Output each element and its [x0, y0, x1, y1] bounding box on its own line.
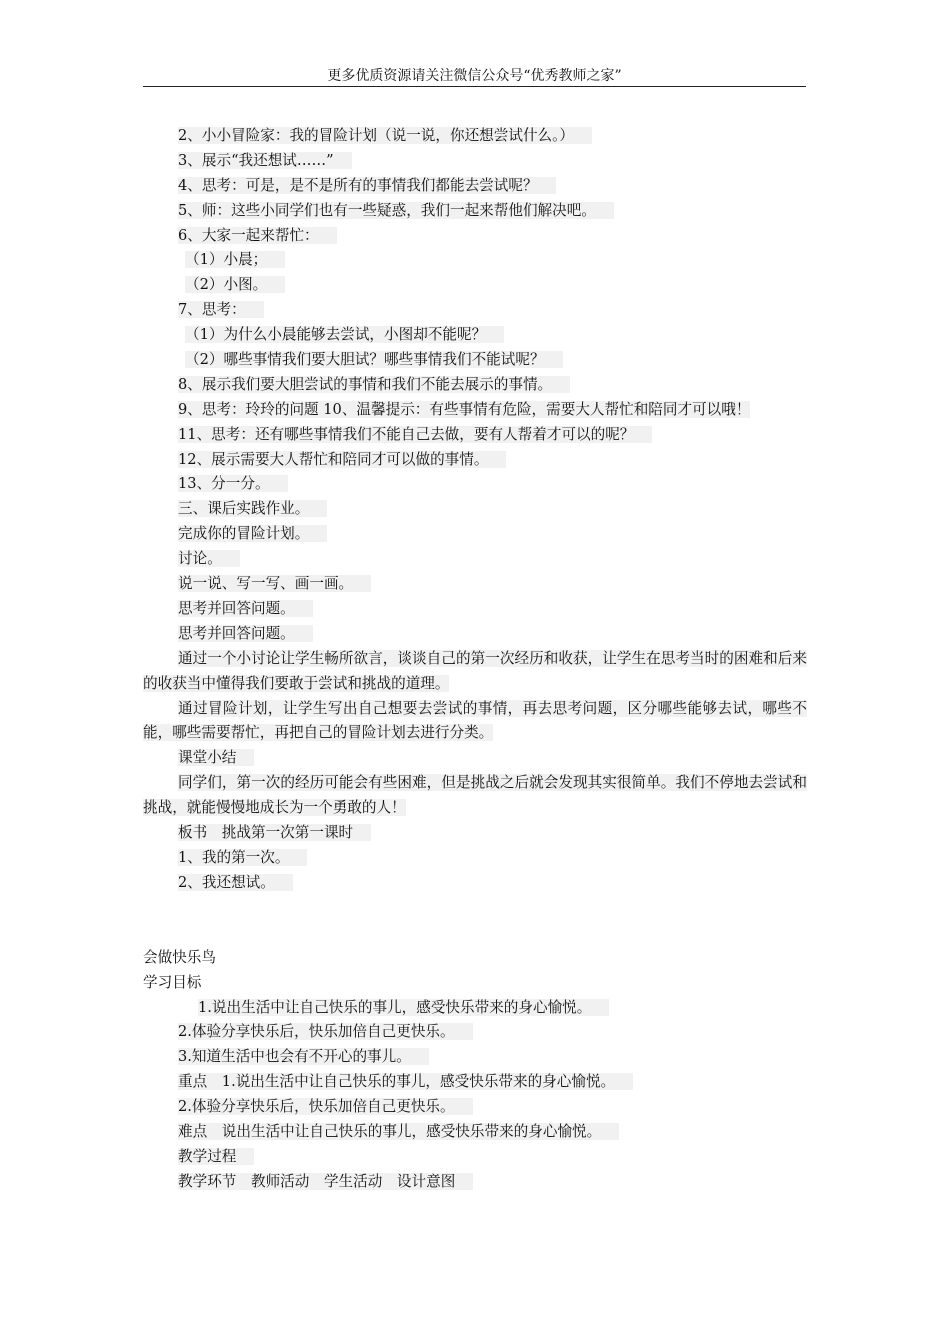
list-item-text: 完成你的冒险计划。 [178, 525, 327, 542]
document-body [143, 124, 807, 1195]
list-item-text: 7、思考： [178, 301, 264, 318]
list-item-text: 13、分一分。 [178, 475, 288, 492]
paragraph-discussion-intent [143, 647, 807, 697]
discussion-intent-text: 通过一个小讨论让学生畅所欲言，谈谈自己的第一次经历和收获，让学生在思考当时的困难和后来的收获当中懂得我们要敢于尝试和挑战的道理。 [143, 649, 807, 692]
list-item-text: 说一说、写一写、画一画。 [178, 575, 371, 592]
list-item [143, 597, 807, 622]
list-item-text: （2）小图。 [185, 276, 285, 293]
list-item [143, 472, 807, 497]
list-item-text: 教学环节 教师活动 学生活动 设计意图 [178, 1173, 473, 1190]
summary-title-text: 课堂小结 [178, 749, 254, 766]
summary-title [143, 746, 807, 771]
lesson-title [143, 946, 807, 971]
lesson-objectives-list [143, 996, 807, 1195]
list-item [143, 323, 807, 348]
list-item-text: 板书 挑战第一次第一课时 [178, 824, 371, 841]
list-item-text: 重点 1.说出生活中让自己快乐的事儿，感受快乐带来的身心愉悦。 [178, 1073, 633, 1090]
paragraph-step-9 [143, 398, 807, 423]
list-item [143, 348, 807, 373]
list-item-text: 12、展示需要大人帮忙和陪同才可以做的事情。 [178, 451, 506, 468]
list-item-text: 2、我还想试。 [178, 874, 293, 891]
list-item [143, 248, 807, 273]
header-divider [143, 86, 806, 87]
plan-intent-text: 通过冒险计划，让学生写出自己想要去尝试的事情，再去思考问题，区分哪些能够去试，哪些不能，哪些需要帮忙，再把自己的冒险计划去进行分类。 [143, 699, 807, 742]
list-item [143, 522, 807, 547]
paragraph-summary [143, 771, 807, 821]
lesson-steps-list-2 [143, 423, 807, 647]
list-item-text: 1、我的第一次。 [178, 849, 307, 866]
list-item-text: 2、小小冒险家：我的冒险计划（说一说，你还想尝试什么。） [178, 127, 592, 144]
page-header: 更多优质资源请关注微信公众号“优秀教师之家” [327, 68, 622, 84]
board-writing-list [143, 821, 807, 896]
list-item [143, 1070, 807, 1095]
list-item [143, 224, 807, 249]
list-item-text: 讨论。 [178, 550, 240, 567]
lesson-title-text: 会做快乐鸟 [143, 948, 216, 966]
objectives-label [143, 971, 807, 996]
list-item [143, 871, 807, 896]
list-item [143, 124, 807, 149]
list-item [143, 298, 807, 323]
list-item [143, 547, 807, 572]
list-item-text: （1）为什么小晨能够去尝试，小图却不能呢？ [185, 326, 504, 343]
list-item [143, 174, 807, 199]
lesson-steps-list [143, 124, 807, 398]
list-item-text: 6、大家一起来帮忙： [178, 227, 337, 244]
list-item-text: 1.说出生活中让自己快乐的事儿，感受快乐带来的身心愉悦。 [198, 999, 609, 1016]
list-item-text: 11、思考：还有哪些事情我们不能自己去做，要有人帮着才可以的呢？ [178, 426, 652, 443]
summary-text: 同学们，第一次的经历可能会有些困难，但是挑战之后就会发现其实很简单。我们不停地去尝试和挑战，就能慢慢地成长为一个勇敢的人！ [143, 774, 807, 817]
list-item-text: 三、课后实践作业。 [178, 500, 327, 517]
list-item [143, 1145, 807, 1170]
list-item [143, 996, 807, 1021]
list-item [143, 1170, 807, 1195]
list-item [143, 1020, 807, 1045]
list-item [143, 1120, 807, 1145]
list-item [143, 497, 807, 522]
list-item [143, 373, 807, 398]
list-item [143, 846, 807, 871]
list-item-text: （1）小晨； [185, 251, 285, 268]
list-item [143, 622, 807, 647]
list-item-text: 思考并回答问题。 [178, 600, 313, 617]
list-item-text: 2.体验分享快乐后，快乐加倍自己更快乐。 [178, 1098, 473, 1115]
list-item-text: 教学过程 [178, 1148, 254, 1165]
list-item-text: 3、展示“我还想试……” [178, 152, 352, 169]
objectives-label-text: 学习目标 [143, 973, 202, 991]
step-9-text: 9、思考：玲玲的问题 10、温馨提示：有些事情有危险，需要大人帮忙和陪同才可以哦！ [178, 400, 751, 418]
list-item-text: 3.知道生活中也会有不开心的事儿。 [178, 1048, 429, 1065]
list-item [143, 572, 807, 597]
list-item [143, 1045, 807, 1070]
list-item [143, 1095, 807, 1120]
list-item-text: 难点 说出生活中让自己快乐的事儿，感受快乐带来的身心愉悦。 [178, 1123, 619, 1140]
list-item [143, 821, 807, 846]
list-item [143, 149, 807, 174]
list-item-text: 思考并回答问题。 [178, 625, 313, 642]
list-item-text: 8、展示我们要大胆尝试的事情和我们不能去展示的事情。 [178, 376, 570, 393]
list-item [143, 423, 807, 448]
section-gap [143, 896, 807, 946]
list-item [143, 273, 807, 298]
list-item [143, 448, 807, 473]
list-item-text: （2）哪些事情我们要大胆试？哪些事情我们不能试呢？ [185, 351, 563, 368]
list-item [143, 199, 807, 224]
paragraph-plan-intent [143, 697, 807, 747]
list-item-text: 5、师：这些小同学们也有一些疑惑，我们一起来帮他们解决吧。 [178, 202, 614, 219]
list-item-text: 4、思考：可是，是不是所有的事情我们都能去尝试呢？ [178, 177, 556, 194]
list-item-text: 2.体验分享快乐后，快乐加倍自己更快乐。 [178, 1023, 473, 1040]
